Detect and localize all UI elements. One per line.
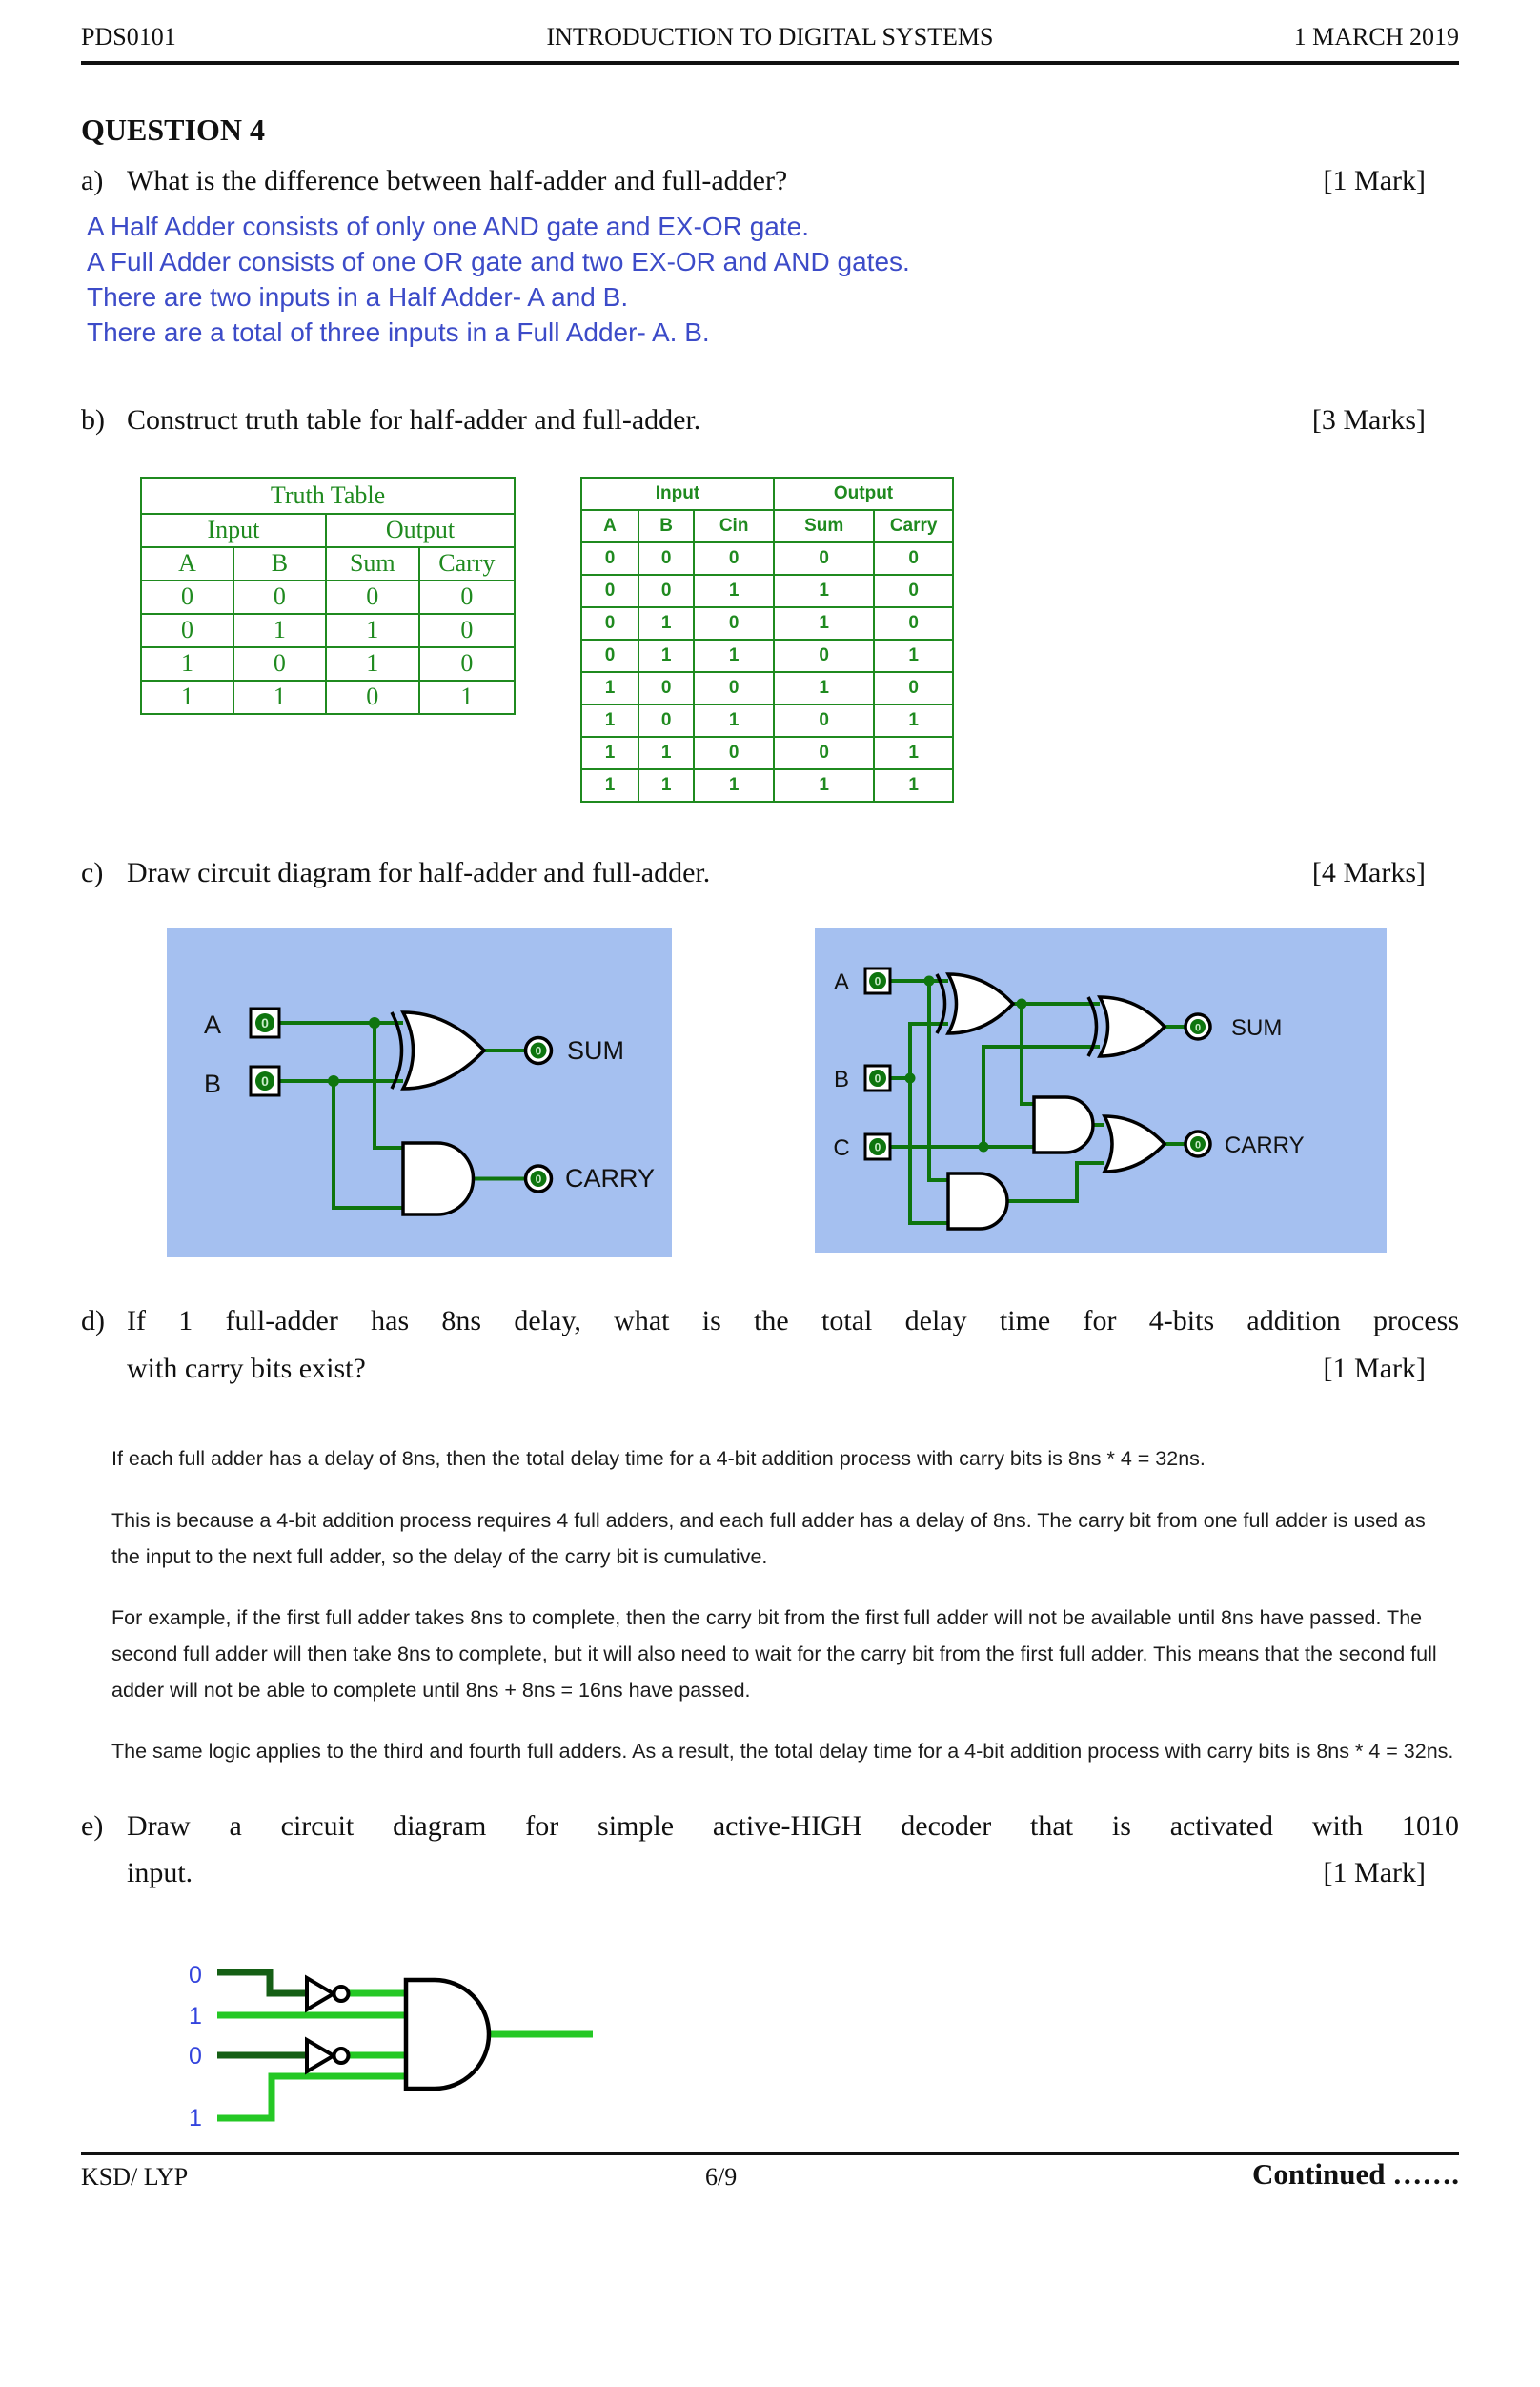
decoder-bit-label: 0	[189, 1961, 202, 1989]
input-terminal-icon[interactable]	[251, 1067, 279, 1095]
table-cell: 0	[419, 614, 515, 647]
output-terminal-icon	[1185, 1014, 1210, 1039]
table-cell: 0	[874, 607, 953, 640]
carry-label: CARRY	[565, 1164, 656, 1194]
answer-line: The same logic applies to the third and fourth full adders. As a result, the total delay time for a 4-bit addition process with carry bits is 8ns * 4 = 32ns.	[111, 1740, 1454, 1764]
full-adder-circuit-diagram	[815, 928, 1387, 1253]
table-cell: 0	[638, 672, 694, 704]
table-cell: 0	[874, 672, 953, 704]
decoder-bit-label: 0	[189, 2042, 202, 2070]
answer-line: For example, if the first full adder takes 8ns to complete, then the carry bit from the first full adder will not be available until 8ns have passed. The second full adder will then take 8ns to complete, but it will also need to wait for the carry bit from the first full adder. This means that the second full adder will not be able to complete until 8ns + 8ns = 16ns have passed.	[111, 1606, 1437, 1702]
table-cell: 0	[694, 607, 774, 640]
table-cell: 1	[694, 704, 774, 737]
and-gate-icon	[403, 1143, 474, 1214]
table-cell: 1	[326, 614, 419, 647]
table-cell: 0	[694, 672, 774, 704]
input-label-c: C	[833, 1135, 850, 1162]
table-cell: 1	[581, 704, 638, 737]
and-gate-icon	[1034, 1097, 1093, 1153]
column-header: Carry	[419, 547, 515, 581]
truth-tables-row	[140, 477, 1459, 803]
part-c-question-row	[81, 855, 1459, 891]
and-gate-icon	[948, 1173, 1007, 1229]
table-row	[581, 510, 953, 542]
table-cell: 0	[233, 581, 326, 614]
not-gate-icon	[307, 2040, 349, 2071]
sum-label: SUM	[567, 1036, 624, 1066]
table-row	[141, 547, 515, 581]
svg-text:0: 0	[535, 1173, 542, 1187]
table-cell: 1	[326, 647, 419, 681]
table-cell: 0	[581, 575, 638, 607]
table-cell: 0	[233, 647, 326, 681]
table-cell: 0	[774, 704, 874, 737]
course-title: INTRODUCTION TO DIGITAL SYSTEMS	[546, 23, 994, 51]
svg-text:0: 0	[535, 1044, 542, 1058]
part-d-question-line2: with carry bits exist?	[127, 1352, 366, 1384]
table-cell: 1	[874, 704, 953, 737]
svg-text:0: 0	[261, 1073, 269, 1090]
table-cell: 1	[874, 769, 953, 802]
column-header: Sum	[774, 510, 874, 542]
part-a-answer	[81, 209, 1459, 351]
input-terminal-icon[interactable]	[865, 1134, 890, 1159]
part-e-marks: [1 Mark]	[1323, 1857, 1426, 1889]
table-row	[141, 581, 515, 614]
table-cell: 0	[141, 581, 233, 614]
table-row	[581, 704, 953, 737]
table-row	[581, 575, 953, 607]
table-cell: 0	[638, 542, 694, 575]
part-b-question: Construct truth table for half-adder and full-adder.	[127, 404, 701, 437]
part-c-marks: [4 Marks]	[1311, 856, 1426, 888]
part-a-question: What is the difference between half-adder and full-adder?	[127, 165, 788, 196]
input-label-b: B	[203, 1070, 222, 1099]
table-cell: 0	[419, 581, 515, 614]
page-header	[81, 0, 1459, 65]
table-cell: 1	[638, 769, 694, 802]
column-header: Sum	[326, 547, 419, 581]
table-cell: 0	[326, 681, 419, 714]
part-b-question-row	[81, 402, 1459, 439]
sum-label: SUM	[1231, 1015, 1283, 1042]
output-terminal-icon	[1185, 1132, 1210, 1156]
part-e-label: e)	[81, 1809, 104, 1842]
table-row	[581, 542, 953, 575]
table-cell: 1	[581, 769, 638, 802]
table-cell: 0	[141, 614, 233, 647]
table-row	[141, 514, 515, 547]
table-row	[581, 769, 953, 802]
part-e-question-row2	[81, 1855, 1459, 1891]
output-terminal-icon	[526, 1166, 552, 1192]
part-d-question-line1: If 1 full-adder has 8ns delay, what is the total delay time for 4-bits addition process	[127, 1305, 1459, 1337]
course-code: PDS0101	[81, 23, 176, 51]
table-row	[141, 681, 515, 714]
table-row	[581, 478, 953, 510]
circuit-background	[815, 928, 1387, 1253]
svg-text:0: 0	[874, 1071, 881, 1086]
part-a-label: a)	[81, 165, 104, 196]
table-cell: 1	[774, 575, 874, 607]
column-header: A	[141, 547, 233, 581]
table-cell: 1	[233, 681, 326, 714]
part-c-question: Draw circuit diagram for half-adder and full-adder.	[127, 856, 711, 888]
table-cell: 1	[638, 607, 694, 640]
table-cell: 1	[874, 737, 953, 769]
part-a-question-row	[81, 163, 1459, 199]
answer-line: If each full adder has a delay of 8ns, then the total delay time for a 4-bit addition process with carry bits is 8ns * 4 = 32ns.	[111, 1447, 1206, 1471]
table-cell: 1	[581, 737, 638, 769]
part-d-answer	[81, 1441, 1459, 1769]
page-footer	[81, 2152, 1459, 2192]
table-row	[581, 737, 953, 769]
table-cell: 0	[326, 581, 419, 614]
continued-note: Continued …….	[1251, 2156, 1459, 2191]
column-header: A	[581, 510, 638, 542]
input-header: Input	[141, 514, 326, 547]
part-b-label: b)	[81, 404, 105, 437]
output-header: Output	[326, 514, 515, 547]
table-cell: 0	[581, 542, 638, 575]
table-cell: 1	[638, 640, 694, 672]
column-header: B	[638, 510, 694, 542]
table-row	[141, 647, 515, 681]
table-cell: 0	[874, 575, 953, 607]
table-row	[581, 672, 953, 704]
input-terminal-icon[interactable]	[865, 1066, 890, 1091]
table-cell: 1	[581, 672, 638, 704]
svg-text:0: 0	[261, 1015, 269, 1031]
part-e-question-row	[81, 1808, 1459, 1845]
decoder-bit-label: 1	[189, 2104, 202, 2132]
part-d-marks: [1 Mark]	[1323, 1352, 1426, 1384]
decoder-bit-label: 1	[189, 2002, 202, 2030]
table-cell: 1	[233, 614, 326, 647]
carry-label: CARRY	[1225, 1132, 1305, 1159]
part-d-question-row	[81, 1303, 1459, 1339]
svg-text:0: 0	[874, 1140, 881, 1154]
table-cell: 1	[874, 640, 953, 672]
table-title: Truth Table	[141, 478, 515, 514]
svg-text:0: 0	[1194, 1139, 1202, 1152]
table-cell: 0	[774, 640, 874, 672]
exam-date: 1 MARCH 2019	[1293, 23, 1459, 51]
table-cell: 1	[774, 607, 874, 640]
table-row	[141, 478, 515, 514]
output-terminal-icon	[526, 1038, 552, 1064]
half-adder-truth-table	[140, 477, 516, 715]
table-cell: 0	[694, 737, 774, 769]
table-cell: 1	[419, 681, 515, 714]
table-cell: 0	[581, 607, 638, 640]
table-cell: 1	[694, 769, 774, 802]
table-cell: 1	[638, 737, 694, 769]
part-e-question-line1: Draw a circuit diagram for simple active-HIGH decoder that is activated with 1010	[127, 1809, 1459, 1842]
part-a-marks: [1 Mark]	[1323, 165, 1426, 196]
part-c-label: c)	[81, 856, 104, 888]
svg-text:0: 0	[874, 974, 881, 989]
part-d-question-row2	[81, 1351, 1459, 1387]
table-cell: 0	[694, 542, 774, 575]
table-cell: 0	[419, 647, 515, 681]
footer-author: KSD/ LYP	[81, 2162, 189, 2191]
footer-page-number: 6/9	[705, 2162, 738, 2191]
input-label-a: A	[203, 1010, 222, 1040]
table-cell: 1	[694, 575, 774, 607]
table-cell: 0	[638, 575, 694, 607]
table-cell: 0	[638, 704, 694, 737]
answer-line: A Half Adder consists of only one AND gate and EX-OR gate.	[87, 211, 809, 241]
part-d-label: d)	[81, 1305, 105, 1337]
output-header: Output	[774, 478, 953, 510]
table-row	[581, 640, 953, 672]
table-cell: 1	[694, 640, 774, 672]
input-terminal-icon[interactable]	[865, 969, 890, 993]
table-cell: 0	[774, 737, 874, 769]
question-title: QUESTION 4	[81, 112, 265, 147]
table-row	[581, 607, 953, 640]
table-cell: 1	[774, 769, 874, 802]
and-gate-icon	[406, 1980, 489, 2089]
answer-line: A Full Adder consists of one OR gate and two EX-OR and AND gates.	[87, 246, 910, 276]
table-row	[141, 614, 515, 647]
column-header: B	[233, 547, 326, 581]
table-cell: 0	[581, 640, 638, 672]
input-label-b: B	[833, 1067, 850, 1093]
input-terminal-icon[interactable]	[251, 1009, 279, 1037]
input-header: Input	[581, 478, 774, 510]
table-cell: 0	[874, 542, 953, 575]
full-adder-truth-table	[580, 477, 954, 803]
table-cell: 1	[774, 672, 874, 704]
column-header: Cin	[694, 510, 774, 542]
svg-text:0: 0	[1194, 1022, 1202, 1034]
answer-line: There are two inputs in a Half Adder- A and B.	[87, 281, 629, 312]
circuit-diagrams-row	[81, 928, 1459, 1257]
half-adder-circuit-diagram	[167, 928, 672, 1257]
part-e-question-line2: input.	[127, 1857, 193, 1889]
table-cell: 1	[141, 681, 233, 714]
not-gate-icon	[307, 1978, 349, 2010]
input-label-a: A	[833, 969, 850, 996]
part-b-marks: [3 Marks]	[1311, 404, 1426, 437]
column-header: Carry	[874, 510, 953, 542]
table-cell: 0	[774, 542, 874, 575]
answer-line: There are a total of three inputs in a Full Adder- A. B.	[87, 317, 710, 348]
answer-line: This is because a 4-bit addition process requires 4 full adders, and each full adder has a delay of 8ns. The carry bit from one full adder is used as the input to the next full adder, so the delay of the carry bit is cumulative.	[111, 1509, 1426, 1568]
table-cell: 1	[141, 647, 233, 681]
